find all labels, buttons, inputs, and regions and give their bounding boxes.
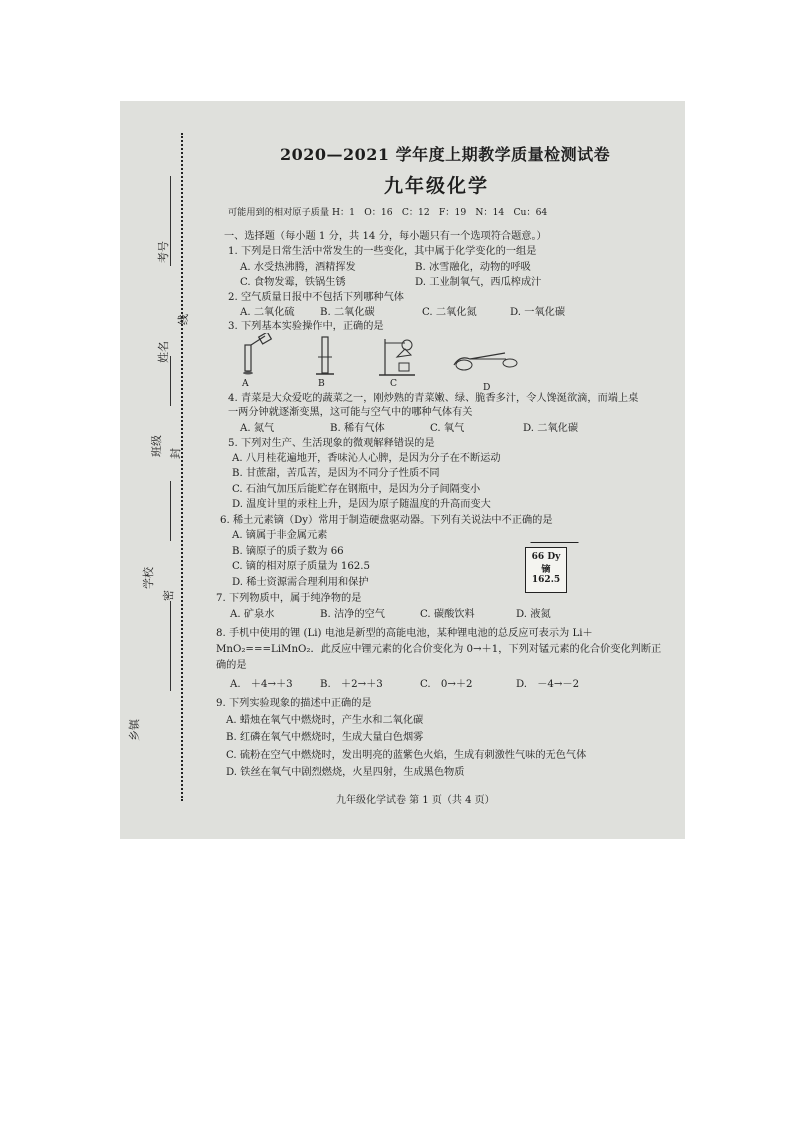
q6-stem: 6. 稀土元素镝（Dy）常用于制造硬盘驱动器。下列有关说法中不正确的是 <box>220 515 553 526</box>
q1-option-c: C. 食物发霉，铁锅生锈 <box>240 277 346 288</box>
cut-line-label: 线 <box>177 314 190 325</box>
q5-option-b: B. 甘蔗甜，苦瓜苦，是因为不同分子性质不同 <box>232 468 440 479</box>
q8-stem-line1: 8. 手机中使用的锂 (Li) 电池是新型的高能电池，某种锂电池的总反应可表示为 Li＋ <box>216 628 593 639</box>
section-heading: 一、选择题（每小题 1 分，共 14 分，每小题只有一个选项符合题意。） <box>224 231 547 242</box>
q1-stem: 1. 下列是日常生活中常发生的一些变化，其中属于化学变化的一组是 <box>228 246 537 257</box>
q8-option-b: B. ＋2→＋3 <box>320 679 383 690</box>
q4-option-b: B. 稀有气体 <box>330 423 385 434</box>
atomic-mass-note: 可能用到的相对原子质量 H：1 O：16 C：12 F：19 N：14 Cu：64 <box>228 207 548 218</box>
q3-figure-label-a: A <box>242 378 249 389</box>
lab-operation-c-image <box>375 329 420 379</box>
q8-option-c: C. 0→＋2 <box>420 679 473 690</box>
page-footer: 九年级化学试卷 第 1 页（共 4 页） <box>336 795 495 806</box>
q5-stem: 5. 下列对生产、生活现象的微观解释错误的是 <box>228 438 435 449</box>
binding-dotted-line <box>181 133 183 801</box>
q9-option-b: B. 红磷在氧气中燃烧时，生成大量白色烟雾 <box>226 732 424 743</box>
q1-option-d: D. 工业制氧气，西瓜榨成汁 <box>415 277 542 288</box>
q7-option-d: D. 液氮 <box>516 609 551 620</box>
q2-option-b: B. 二氧化碳 <box>320 307 375 318</box>
exam-subtitle: 九年级化学 <box>384 175 490 197</box>
q3-figure-label-d: D <box>483 382 491 393</box>
element-card-mass: 162.5 <box>531 575 561 585</box>
exam-number-label: 考号 <box>157 241 170 263</box>
q9-stem: 9. 下列实验现象的描述中正确的是 <box>216 698 372 709</box>
q5-option-a: A. 八月桂花遍地开，香味沁人心脾，是因为分子在不断运动 <box>232 453 501 464</box>
class-label: 班级 <box>150 435 163 457</box>
q2-option-d: D. 一氧化碳 <box>510 307 566 318</box>
lab-operation-a-image <box>235 333 275 378</box>
q6-option-a: A. 镝属于非金属元素 <box>232 530 328 541</box>
school-blank <box>170 601 171 691</box>
q2-option-c: C. 二氧化氮 <box>422 307 477 318</box>
q4-option-c: C. 氧气 <box>430 423 465 434</box>
lab-operation-b-image <box>310 333 340 378</box>
q3-stem: 3. 下列基本实验操作中，正确的是 <box>228 321 384 332</box>
q4-option-d: D. 二氧化碳 <box>523 423 579 434</box>
q6-option-b: B. 镝原子的质子数为 66 <box>232 546 344 557</box>
q2-stem: 2. 空气质量日报中不包括下列哪种气体 <box>228 292 404 303</box>
q4-stem-line2: 一两分钟就逐渐变黑，这可能与空气中的哪种气体有关 <box>228 407 473 418</box>
class-blank <box>170 481 171 541</box>
lab-operation-d-image <box>450 345 520 375</box>
seal-label: 封 <box>169 448 182 459</box>
exam-title: 2020—2021 学年度上期教学质量检测试卷 <box>280 145 611 164</box>
q3-figure-label-c: C <box>390 378 398 389</box>
q1-option-b: B. 冰雪融化，动物的呼吸 <box>415 262 531 273</box>
secret-label: 密 <box>162 590 175 601</box>
q8-option-a: A. ＋4→＋3 <box>230 679 293 690</box>
element-card-name: 镝 <box>541 565 551 575</box>
q2-option-a: A. 二氧化硫 <box>240 307 295 318</box>
q5-option-c: C. 石油气加压后能贮存在钢瓶中，是因为分子间隔变小 <box>232 484 481 495</box>
q4-option-a: A. 氮气 <box>240 423 275 434</box>
q8-stem-line3: 确的是 <box>216 660 247 671</box>
element-card-number: 66 <box>531 552 545 562</box>
element-card-dy <box>525 547 567 593</box>
name-blank <box>170 356 171 406</box>
school-label: 学校 <box>142 567 155 589</box>
q3-figure-label-b: B <box>318 378 325 389</box>
exam-paper-photo <box>120 101 685 839</box>
q7-option-c: C. 碳酸饮料 <box>420 609 475 620</box>
element-card-symbol: Dy <box>547 552 561 562</box>
q7-stem: 7. 下列物质中，属于纯净物的是 <box>216 593 362 604</box>
q8-stem-line2: MnO₂===LiMnO₂．此反应中锂元素的化合价变化为 0→＋1，下列对锰元素的化合价变化判断正 <box>216 644 662 655</box>
name-label: 姓名 <box>157 341 170 363</box>
element-card-number-symbol <box>526 552 566 562</box>
q7-option-b: B. 洁净的空气 <box>320 609 385 620</box>
q5-option-d: D. 温度计里的汞柱上升，是因为原子随温度的升高而变大 <box>232 499 491 510</box>
q6-option-c: C. 镝的相对原子质量为 162.5 <box>232 561 370 572</box>
q4-stem-line1: 4. 青菜是大众爱吃的蔬菜之一，刚炒熟的青菜嫩、绿、脆香多汁，令人馋涎欲滴，而端上桌 <box>228 393 639 404</box>
q9-option-a: A. 蜡烛在氧气中燃烧时，产生水和二氧化碳 <box>226 715 424 726</box>
q8-option-d: D. －4→－2 <box>516 679 580 690</box>
q6-option-d: D. 稀士资源需合理利用和保护 <box>232 577 369 588</box>
town-label: 乡镇 <box>128 719 141 741</box>
q7-option-a: A. 矿泉水 <box>230 609 275 620</box>
q9-option-d: D. 铁丝在氧气中剧烈燃烧，火星四射，生成黑色物质 <box>226 767 465 778</box>
q9-option-c: C. 硫粉在空气中燃烧时，发出明亮的蓝紫色火焰，生成有刺激性气味的无色气体 <box>226 750 587 761</box>
q1-option-a: A. 水受热沸腾，酒精挥发 <box>240 262 356 273</box>
